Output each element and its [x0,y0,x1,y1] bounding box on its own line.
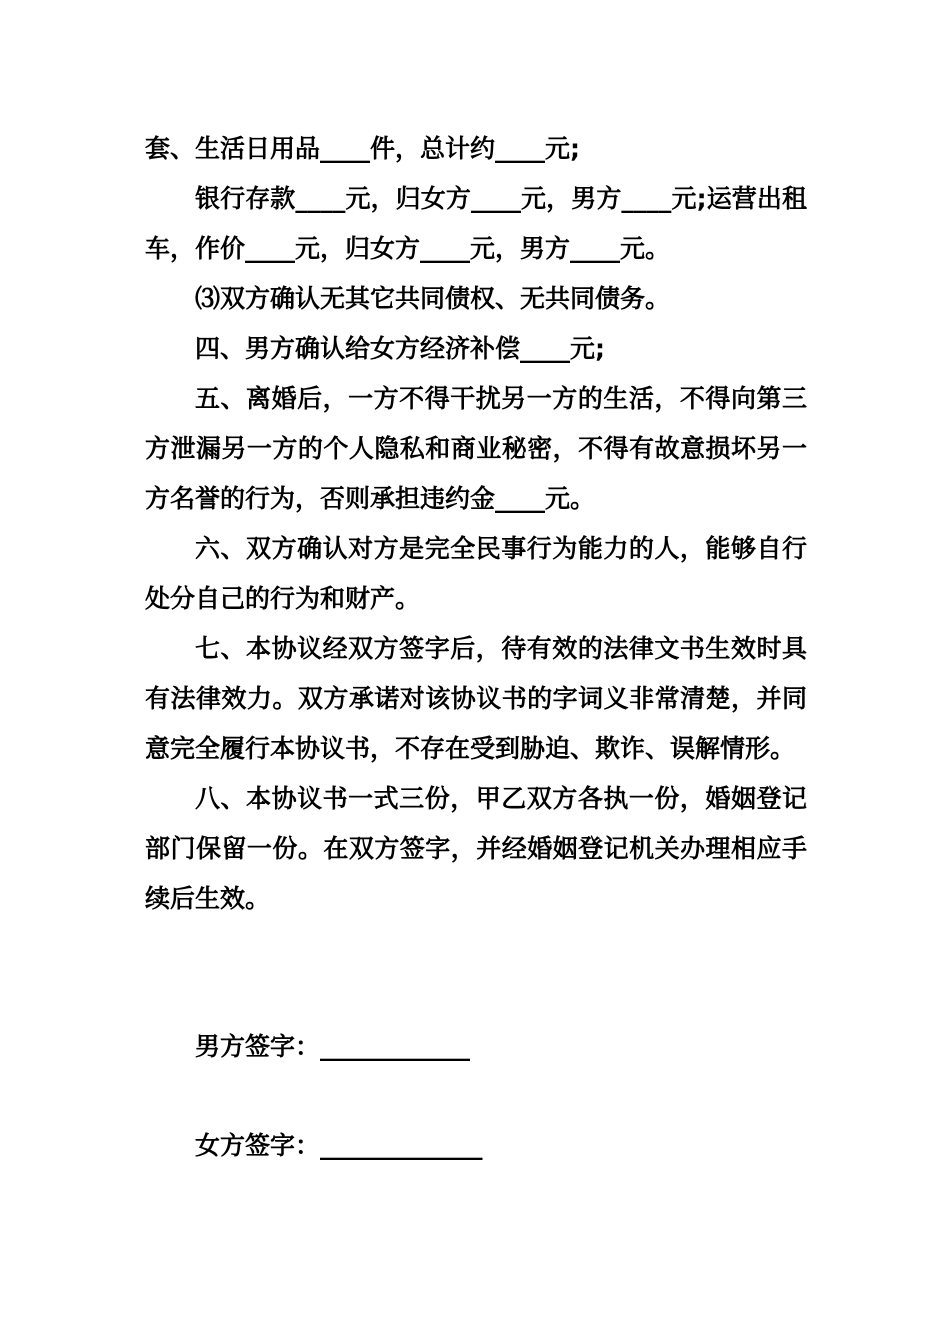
paragraph-effectiveness: 七、本协议经双方签字后，待有效的法律文书生效时具有法律效力。双方承诺对该协议书的字词义非常清楚，并同意完全履行本协议书，不存在受到胁迫、欺诈、误解情形。 [145,634,807,763]
paragraph-capacity: 六、双方确认对方是完全民事行为能力的人，能够自行处分自己的行为和财产。 [145,534,807,613]
paragraph-copies: 八、本协议书一式三份，甲乙双方各执一份，婚姻登记部门保留一份。在双方签字，并经婚姻登记机关办理相应手续后生效。 [145,784,807,913]
paragraph-no-debts: ⑶双方确认无其它共同债权、无共同债务。 [195,284,671,313]
female-signature-line: 女方签字：_____________ [195,1131,483,1160]
paragraph-bank-deposit: 银行存款____元，归女方____元，男方____元;运营出租车，作价____元，归女方____元，男方____元。 [145,184,807,263]
paragraph-household-items: 套、生活日用品____件，总计约____元; [145,134,580,163]
paragraph-privacy: 五、离婚后，一方不得干扰另一方的生活，不得向第三方泄漏另一方的个人隐私和商业秘密，不得有故意损坏另一方名誉的行为，否则承担违约金____元。 [145,384,807,513]
paragraph-compensation: 四、男方确认给女方经济补偿____元; [195,334,605,363]
document-body [145,124,807,924]
male-signature-line: 男方签字：____________ [195,1032,471,1061]
